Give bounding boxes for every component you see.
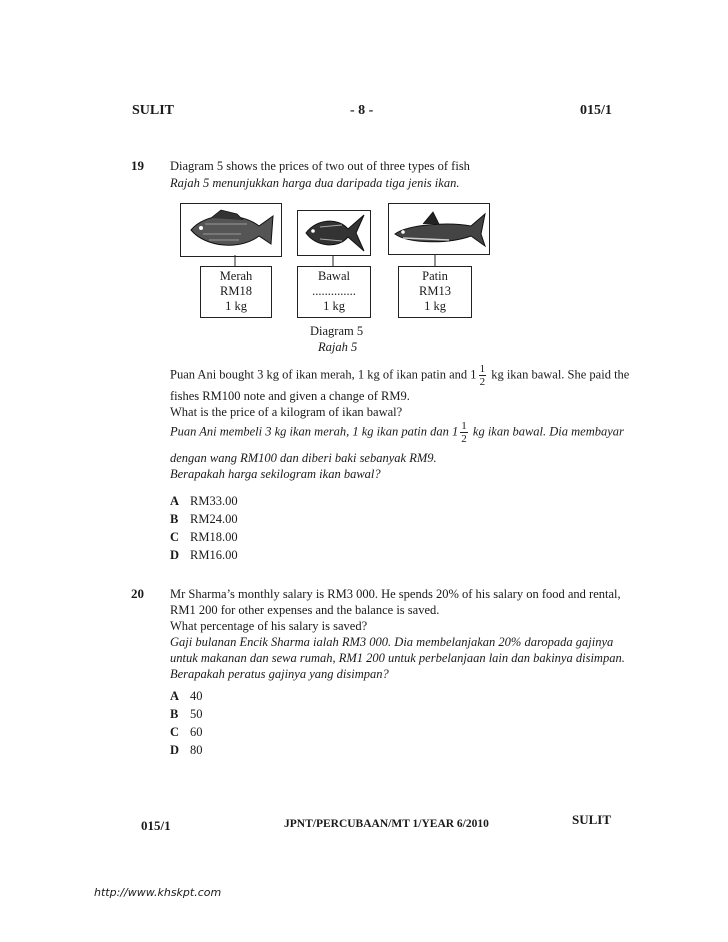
fish-bawal-icon: [298, 211, 370, 255]
q20-line2-en: RM1 200 for other expenses and the balance is saved.: [170, 603, 440, 617]
fish-merah-icon: [181, 204, 281, 256]
fish-weight: 1 kg: [225, 299, 247, 313]
fraction-numerator: 1: [479, 363, 486, 375]
q19-option-b[interactable]: [170, 511, 238, 527]
fish-price: RM18: [220, 284, 252, 298]
diagram-caption-en: Diagram 5: [310, 324, 364, 338]
q19-option-d[interactable]: [170, 547, 238, 563]
fish-name: Patin: [422, 269, 448, 283]
q19-line1-en-b: kg ikan bawal. She paid the: [491, 367, 630, 382]
footer-right: SULIT: [572, 812, 612, 827]
fraction-half: [479, 363, 487, 388]
fraction-denominator: 2: [461, 433, 467, 445]
option-letter: A: [170, 494, 180, 508]
q19-line2-ms: dengan wang RM100 dan diberi baki sebanyak RM9.: [170, 451, 437, 465]
q19-line3-ms: Berapakah harga sekilogram ikan bawal?: [170, 467, 381, 481]
fish-image-patin: [388, 203, 490, 255]
header-right: 015/1: [580, 103, 612, 118]
q19-option-c[interactable]: [170, 529, 238, 545]
fish-weight: 1 kg: [424, 299, 446, 313]
header-left: SULIT: [132, 103, 175, 118]
q20-line3-en: What percentage of his salary is saved?: [170, 619, 368, 633]
fish-weight: 1 kg: [323, 299, 345, 313]
diagram-caption-ms: Rajah 5: [318, 340, 358, 354]
option-letter: C: [170, 530, 180, 544]
page-number: - 8 -: [350, 103, 374, 118]
fish-patin-icon: [389, 204, 489, 254]
fish-price-blank: ..............: [312, 284, 356, 298]
option-text: RM18.00: [190, 530, 238, 544]
fish-image-bawal: [297, 210, 371, 256]
option-text: 40: [190, 689, 203, 703]
question-number-19: 19: [131, 158, 144, 173]
fraction-denominator: 2: [479, 376, 486, 388]
fraction-numerator: 1: [461, 420, 467, 432]
q19-line1-ms: [170, 420, 624, 445]
price-box-merah: [200, 266, 272, 318]
q19-line1-en: [170, 363, 629, 388]
option-text: 80: [190, 743, 203, 757]
option-text: 50: [190, 707, 203, 721]
q19-line1-ms-b: kg ikan bawal. Dia membayar: [472, 424, 624, 439]
q19-line2-en: fishes RM100 note and given a change of RM9.: [170, 389, 410, 403]
footer-left: 015/1: [141, 818, 171, 833]
option-letter: A: [170, 689, 180, 703]
q20-line2-ms: untuk makanan dan sewa rumah, RM1 200 untuk perbelanjaan lain dan bakinya disimpan.: [170, 651, 625, 665]
option-text: RM33.00: [190, 494, 238, 508]
option-letter: C: [170, 725, 180, 739]
q19-intro-en: Diagram 5 shows the prices of two out of three types of fish: [170, 159, 470, 173]
option-letter: B: [170, 707, 179, 721]
option-text: 60: [190, 725, 203, 739]
q19-line3-en: What is the price of a kilogram of ikan bawal?: [170, 405, 403, 419]
q20-option-b[interactable]: [170, 706, 203, 722]
q20-option-c[interactable]: [170, 724, 203, 740]
q19-line1-en-a: Puan Ani bought 3 kg of ikan merah, 1 kg of ikan patin and 1: [170, 367, 477, 382]
fish-price: RM13: [419, 284, 451, 298]
fish-name: Bawal: [318, 269, 350, 283]
option-text: RM16.00: [190, 548, 238, 562]
q20-line1-en: Mr Sharma’s monthly salary is RM3 000. He spends 20% of his salary on food and rental,: [170, 587, 621, 601]
fish-image-merah: [180, 203, 282, 257]
q19-line1-ms-a: Puan Ani membeli 3 kg ikan merah, 1 kg ikan patin dan 1: [170, 424, 459, 439]
option-text: RM24.00: [190, 512, 238, 526]
q20-line3-ms: Berapakah peratus gajinya yang disimpan?: [170, 667, 389, 681]
q20-line1-ms: Gaji bulanan Encik Sharma ialah RM3 000. Dia membelanjakan 20% daropada gajinya: [170, 635, 614, 649]
option-letter: D: [170, 548, 180, 562]
price-box-bawal: [297, 266, 371, 318]
price-box-patin: [398, 266, 472, 318]
q20-option-a[interactable]: [170, 688, 203, 704]
q20-option-d[interactable]: [170, 742, 203, 758]
option-letter: B: [170, 512, 179, 526]
question-number-20: 20: [131, 586, 144, 601]
fish-name: Merah: [219, 269, 253, 283]
q19-intro-ms: Rajah 5 menunjukkan harga dua daripada tiga jenis ikan.: [170, 176, 460, 190]
fraction-half: [460, 420, 468, 445]
option-letter: D: [170, 743, 180, 757]
footer-center: JPNT/PERCUBAAN/MT 1/YEAR 6/2010: [284, 818, 489, 830]
source-url-link[interactable]: http://www.khskpt.com: [94, 886, 222, 899]
q19-option-a[interactable]: [170, 493, 238, 509]
